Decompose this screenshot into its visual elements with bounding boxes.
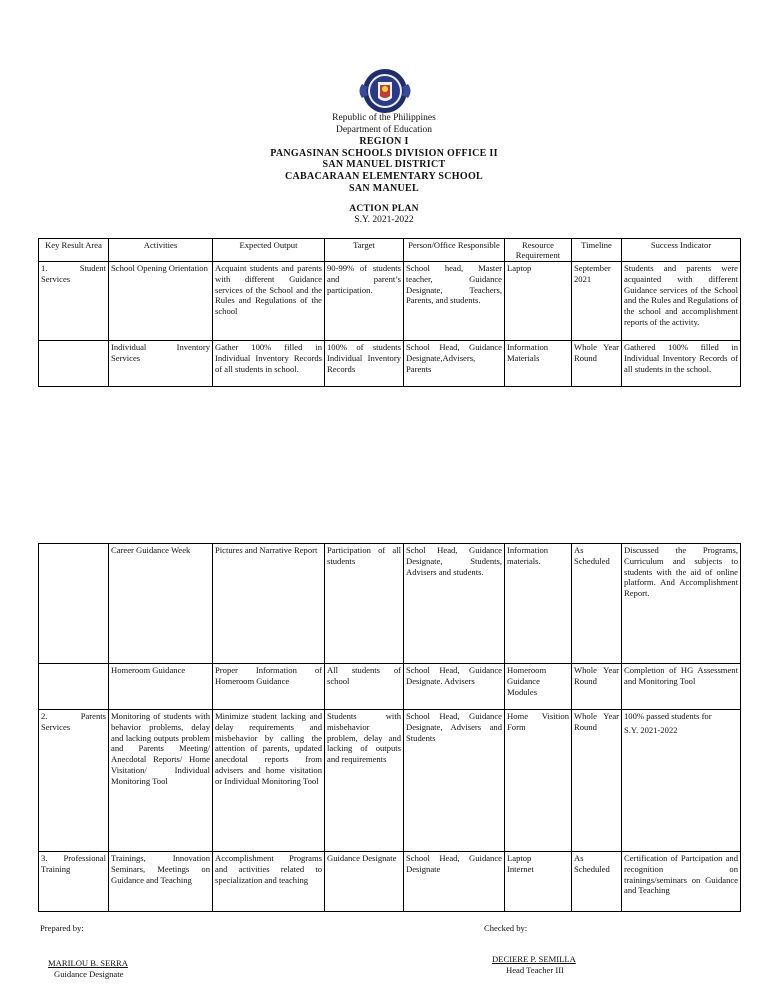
title-action-plan: ACTION PLAN (349, 204, 419, 214)
cell-timeline: As Scheduled (572, 852, 622, 912)
cell-person: Schol Head, Guidance Designate, Students, Advisers and students. (404, 544, 505, 664)
cell-person: School Head, Guidance Designate, Advisers and Students (404, 710, 505, 852)
cell-area (39, 544, 109, 664)
checked-by-name: DECIERE P. SEMILLA (492, 954, 576, 964)
cell-timeline: September 2021 (572, 262, 622, 341)
cell-resource: Information Materials (505, 341, 572, 387)
document-title (0, 204, 768, 226)
action-plan-table-part2 (38, 543, 741, 912)
cell-resource: Home Visition Form (505, 710, 572, 852)
table-row (39, 262, 741, 341)
header-district: SAN MANUEL DISTRICT (322, 159, 446, 171)
cell-timeline: Whole Year Round (572, 341, 622, 387)
col-resource-requirement: Resource Requirement (505, 239, 572, 262)
header-division: PANGASINAN SCHOOLS DIVISION OFFICE II (270, 147, 498, 159)
cell-output: Proper Information of Homeroom Guidance (213, 664, 325, 710)
col-key-result-area: Key Result Area (39, 239, 109, 262)
cell-activity: Monitoring of students with behavior problems, delay and lacking outputs problem and Parents Meeting/ Anecdotal Reports/ Home Visitation/ Individual Monitoring Tool (109, 710, 213, 852)
cell-indicator (622, 710, 741, 852)
cell-area (39, 664, 109, 710)
col-target: Target (325, 239, 404, 262)
cell-activity: Career Guidance Week (109, 544, 213, 664)
cell-activity: Individual Inventory Services (109, 341, 213, 387)
cell-indicator: Gathered 100% filled in Individual Inventory Records of all students in the school. (622, 341, 741, 387)
indicator-line: 100% passed students for (624, 711, 712, 721)
cell-timeline: As Scheduled (572, 544, 622, 664)
cell-timeline: Whole Year Round (572, 664, 622, 710)
checked-by-title: Head Teacher III (506, 965, 564, 975)
cell-activity: Trainings, Innovation Seminars, Meetings on Guidance and Teaching (109, 852, 213, 912)
letterhead (0, 113, 768, 194)
table-row (39, 341, 741, 387)
checked-by-label: Checked by: (484, 923, 528, 933)
cell-target: Guidance Designate (325, 852, 404, 912)
cell-indicator: Students and parents were acquainted with different Guidance services of the School and the Rules and Regulations of the school and accomplishment reports of the activity. (622, 262, 741, 341)
cell-target: Participation of all students (325, 544, 404, 664)
prepared-by-title: Guidance Designate (54, 969, 124, 979)
action-plan-table-part1 (38, 238, 741, 387)
cell-resource: Information materials. (505, 544, 572, 664)
header-municipality: SAN MANUEL (349, 182, 419, 194)
table-row (39, 710, 741, 852)
cell-person: School Head, Guidance Designate (404, 852, 505, 912)
cell-resource: Laptop (505, 262, 572, 341)
cell-resource (505, 852, 572, 912)
cell-target: All students of school (325, 664, 404, 710)
table-row (39, 544, 741, 664)
col-success-indicator: Success Indicator (622, 239, 741, 262)
cell-output: Acquaint students and parents with different Guidance services of the School and the Rules and Regulations of the school (213, 262, 325, 341)
cell-target: Students with misbehavior problem, delay and lacking of outputs and requirements (325, 710, 404, 852)
cell-area: 3. Professional Training (39, 852, 109, 912)
table-header-row (39, 239, 741, 262)
col-activities: Activities (109, 239, 213, 262)
title-school-year: S.Y. 2021-2022 (354, 215, 414, 225)
col-person-responsible: Person/Office Responsible (404, 239, 505, 262)
cell-indicator: Completion of HG Assessment and Monitoring Tool (622, 664, 741, 710)
cell-indicator: Certification of Partcipation and recognition on trainings/seminars on Guidance and Teaching (622, 852, 741, 912)
table-row (39, 664, 741, 710)
header-school: CABACARAAN ELEMENTARY SCHOOL (284, 170, 484, 182)
cell-output: Minimize student lacking and delay requirements and misbehavior by calling the attention of parents, updated anecdotal reports from advisers and home visitation or Individual Monitoring Tool (213, 710, 325, 852)
cell-area: 1. Student Services (39, 262, 109, 341)
col-expected-output: Expected Output (213, 239, 325, 262)
cell-output: Pictures and Narrative Report (213, 544, 325, 664)
cell-activity: Homeroom Guidance (109, 664, 213, 710)
indicator-line: S.Y. 2021-2022 (624, 724, 678, 735)
cell-area: 2. Parents Services (39, 710, 109, 852)
cell-person: School Head, Guidance Designate,Advisers, Parents (404, 341, 505, 387)
header-department: Department of Education (335, 124, 433, 135)
cell-resource: Homeroom Guidance Modules (505, 664, 572, 710)
cell-person: School Head, Guidance Designate. Advisers (404, 664, 505, 710)
resource-line: Internet (507, 863, 534, 874)
cell-indicator: Discussed the Programs, Curriculum and subjects to students with the aid of online platform. And Accomplishment Report. (622, 544, 741, 664)
prepared-by-label: Prepared by: (40, 923, 84, 933)
header-region: REGION I (359, 136, 409, 148)
cell-output: Gather 100% filled in Individual Inventory Records of all students in school. (213, 341, 325, 387)
table-row (39, 852, 741, 912)
resource-line: Laptop (507, 853, 532, 863)
cell-target: 90-99% of students and parent’s participation. (325, 262, 404, 341)
cell-output: Accomplishment Programs and activities related to specialization and teaching (213, 852, 325, 912)
deped-seal-logo (356, 68, 414, 114)
cell-timeline: Whole Year Round (572, 710, 622, 852)
cell-area (39, 341, 109, 387)
header-republic: Republic of the Philippines (332, 113, 436, 123)
cell-activity: School Opening Orientation (109, 262, 213, 341)
col-timeline: Timeline (572, 239, 622, 262)
prepared-by-name: MARILOU B. SERRA (48, 958, 128, 968)
cell-person: School head, Master teacher, Guidance Designate, Teachers, Parents, and students. (404, 262, 505, 341)
cell-target: 100% of students Individual Inventory Records (325, 341, 404, 387)
